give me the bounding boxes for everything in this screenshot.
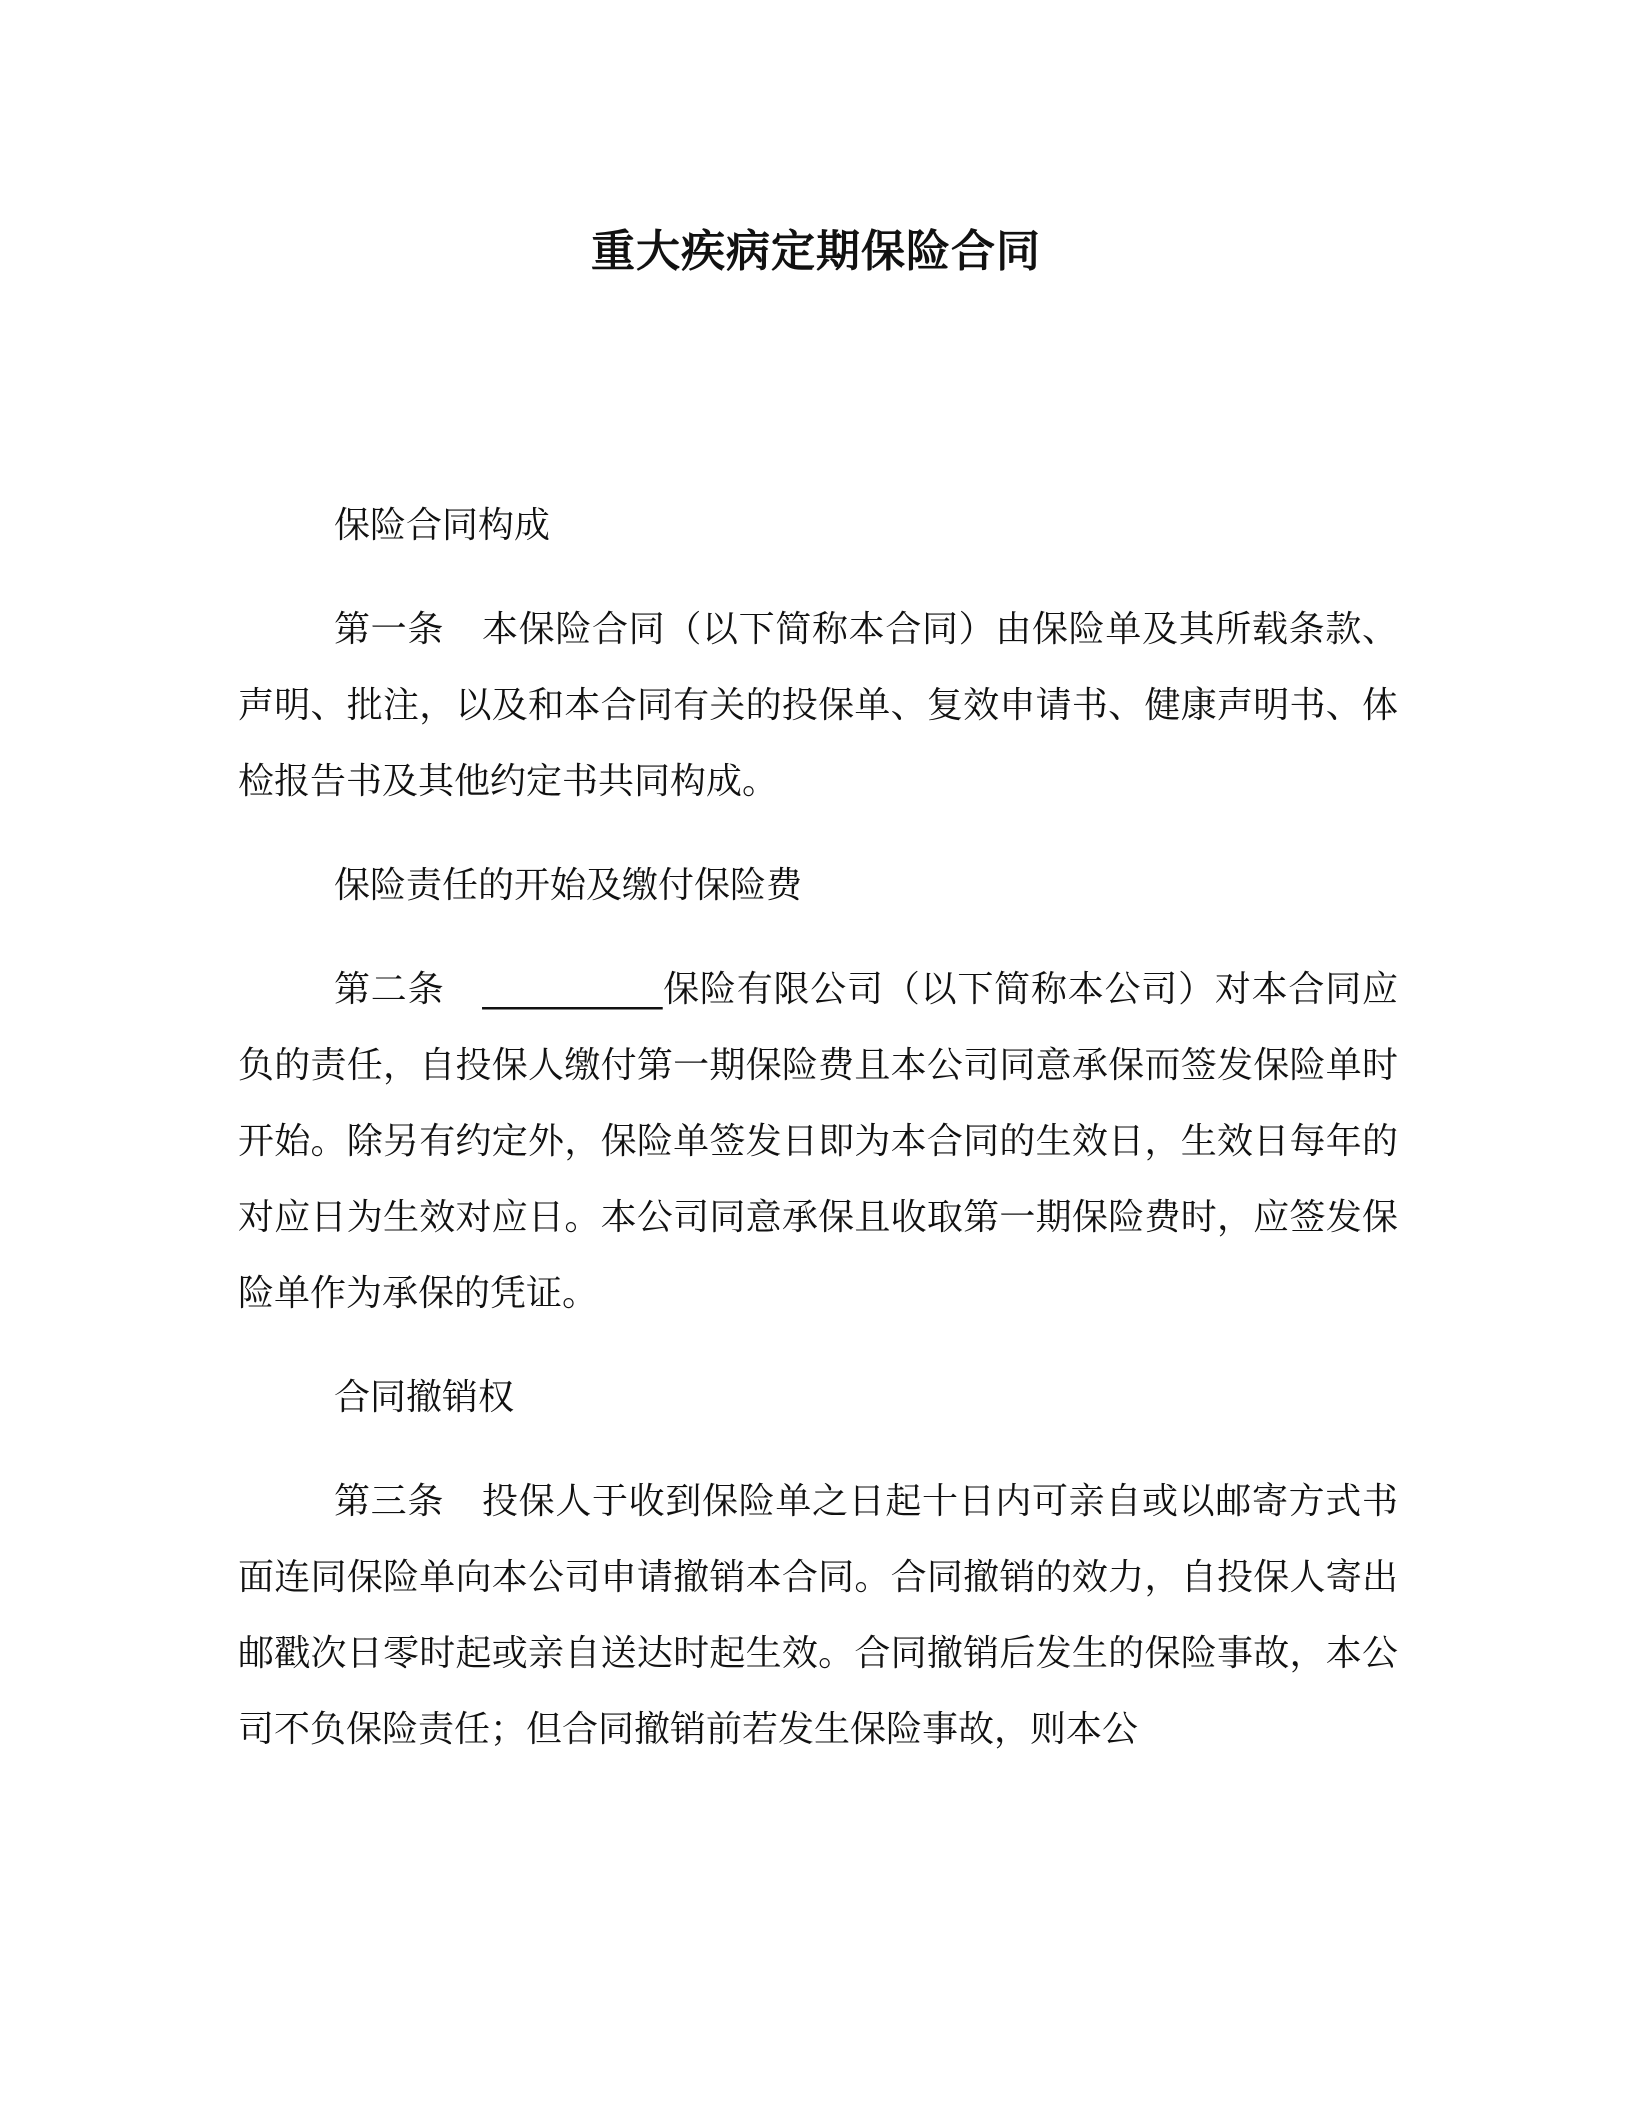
article-3-label: 第三条 (334, 1481, 444, 1522)
document-title: 重大疾病定期保险合同 (591, 226, 1041, 277)
section-heading-cancellation: 合同撤销权 (334, 1377, 515, 1418)
article-2-text: __________保险有限公司（以下简称本公司）对本合同应负的责任，自投保人缴付第一期保险费且本公司同意承保而签发保险单时开始。除另有约定外，保险单签发日即为本合同的生效日，生效日每年的对应日为生效对应日。本公司同意承保且收取第一期保险费时，应签发保险单作为承保的凭证。 (238, 969, 1398, 1314)
article-1-label: 第一条 (334, 609, 444, 650)
section-heading-commencement: 保险责任的开始及缴付保险费 (334, 865, 803, 906)
article-2 (238, 952, 1398, 1332)
section-heading-composition: 保险合同构成 (334, 505, 551, 546)
article-2-label: 第二条 (334, 969, 445, 1010)
article-3 (238, 1464, 1398, 1768)
article-1 (238, 592, 1398, 820)
document-body (238, 488, 1398, 1796)
article-1-text: 本保险合同（以下简称本合同）由保险单及其所载条款、声明、批注，以及和本合同有关的投保单、复效申请书、健康声明书、体检报告书及其他约定书共同构成。 (238, 609, 1398, 802)
article-3-text: 投保人于收到保险单之日起十日内可亲自或以邮寄方式书面连同保险单向本公司申请撤销本合同。合同撤销的效力，自投保人寄出邮戳次日零时起或亲自送达时起生效。合同撤销后发生的保险事故，本公司不负保险责任；但合同撤销前若发生保险事故，则本公 (238, 1481, 1398, 1750)
